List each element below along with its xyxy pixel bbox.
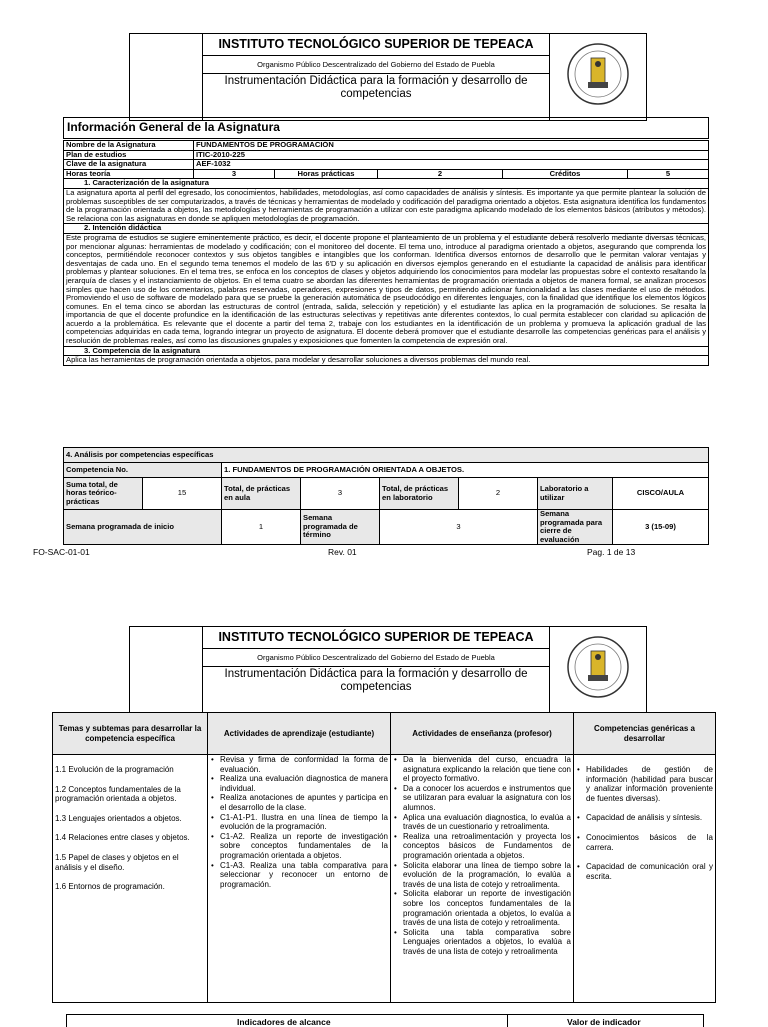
learning-header: Actividades de aprendizaje (estudiante) [208, 713, 391, 755]
learning-item: • Realiza una evaluación diagnostica de manera individual. [220, 774, 388, 793]
footer-rev: Rev. 01 [328, 547, 357, 557]
end-week-label: Semana programada de término [301, 510, 380, 545]
classroom-value: 3 [301, 478, 380, 510]
teaching-cell [391, 755, 574, 1003]
key-label: Clave de la asignatura [64, 160, 194, 170]
generic-item: • Conocimientos básicos de la carrera. [586, 833, 713, 852]
doc-title: Instrumentación Didáctica para la formación y desarrollo de competencias [224, 668, 528, 693]
generic-item: • Capacidad de comunicación oral y escrita. [586, 862, 713, 881]
characterization-text: La asignatura aporta al perfil del egresado, los conocimientos, habilidades, metodologías, así como capacidades de análisis y síntesis. Es importante ya que permite plantear la solución de problemas susceptibles de ser computarizados, a través de técnicas y herramientas de modelado y codificación del paradigma orientado a objetos. Esta asignatura identifica los fundamentos de la programación orientada a objetos, las metodologías y herramientas de programación a utilizar con este paradigma aplicando modelado de los elementos básicos (atributos y métodos). Se relaciona con las asignaturas en donde se apliquen metodologías de programación. [64, 188, 709, 223]
lab-use-value: CISCO/AULA [613, 478, 709, 510]
teaching-item: • Solicita elaborar un reporte de investigación sobre los conceptos fundamentales de la programación orientada a objetos, lo evalúa a través de una lista de cotejo y retroalimenta. [403, 889, 571, 927]
teaching-item: • Da la bienvenida del curso, encuadra la asignatura explicando la relación que tiene con el proyecto formativo. [403, 755, 571, 784]
learning-item: • C1-A2. Realiza un reporte de investigación sobre conceptos fundamentales de la programación orientada a objetos. [220, 832, 388, 861]
specific-competence-table [63, 447, 709, 545]
indicators-divider [507, 1015, 508, 1027]
key-value: AEF-1032 [194, 160, 709, 170]
topic-item: 1.1 Evolución de la programación [55, 765, 174, 774]
topics-cell [53, 755, 208, 1003]
credits-value: 5 [628, 169, 709, 179]
competence-title: 3. Competencia de la asignatura [64, 346, 709, 356]
header-left-cell [130, 627, 203, 713]
general-info-table [63, 140, 709, 366]
teaching-item: • Solicita elaborar una línea de tiempo sobre la evolución de la programación, lo evalúa a través de una lista de cotejo y retroalimenta. [403, 861, 571, 890]
comp-no-label: Competencia No. [64, 463, 222, 478]
generic-item: • Capacidad de análisis y síntesis. [586, 813, 713, 823]
competence-text: Aplica las herramientas de programación orientada a objetos, para modelar y desarrollar soluciones a diversos problemas del mundo real. [64, 356, 709, 366]
footer-code: FO-SAC-01-01 [33, 547, 90, 557]
learning-item: • Realiza anotaciones de apuntes y participa en el desarrollo de la clase. [220, 793, 388, 812]
end-week-value: 3 [380, 510, 538, 545]
teaching-item: • Aplica una evaluación diagnostica, lo evalúa a través de un cuestionario y retroalimenta. [403, 813, 571, 832]
indicators-label: Indicadores de alcance [237, 1017, 331, 1027]
topic-item: 1.5 Papel de clases y objetos en el análisis y el diseño. [55, 852, 179, 872]
total-hours-value: 15 [143, 478, 222, 510]
institute-seal-icon [566, 42, 630, 106]
topic-item: 1.2 Conceptos fundamentales de la programación orientada a objetos. [55, 784, 181, 804]
theory-value: 3 [194, 169, 275, 179]
header-left-cell [130, 34, 203, 120]
lab-use-label: Laboratorio a utilizar [538, 478, 613, 510]
organism-text: Organismo Público Descentralizado del Gobierno del Estado de Puebla [202, 649, 550, 667]
learning-item: • C1-A1-P1. Ilustra en una línea de tiempo la evolución de la programación. [220, 813, 388, 832]
footer-page: Pag. 1 de 13 [587, 547, 636, 557]
teaching-item: • Realiza una retroalimentación y proyecta los conceptos básicos de Fundamentos de programación orientada a objetos. [403, 832, 571, 861]
page1-header [129, 33, 647, 121]
credits-label: Créditos [503, 169, 628, 179]
start-week-label: Semana programada de inicio [64, 510, 222, 545]
learning-cell [208, 755, 391, 1003]
doc-title: Instrumentación Didáctica para la formación y desarrollo de competencias [224, 75, 528, 100]
learning-item: • Revisa y firma de conformidad la forma de evaluación. [220, 755, 388, 774]
subject-value: FUNDAMENTOS DE PROGRAMACIÓN [194, 141, 709, 151]
lab-label: Total, de prácticas en laboratorio [380, 478, 459, 510]
close-week-value: 3 (15-09) [613, 510, 709, 545]
page2-header [129, 626, 647, 714]
value-label: Valor de indicador [567, 1017, 641, 1027]
generic-header: Competencias genéricas a desarrollar [574, 713, 716, 755]
practice-label: Horas prácticas [275, 169, 378, 179]
header-logo-cell [549, 627, 646, 713]
comp-no-value: 1. FUNDAMENTOS DE PROGRAMACIÓN ORIENTADA A OBJETOS. [222, 463, 709, 478]
subject-label: Nombre de la Asignatura [64, 141, 194, 151]
general-info-title: Información General de la Asignatura [63, 117, 709, 139]
total-hours-label: Suma total, de horas teórico-prácticas [64, 478, 143, 510]
plan-value: ITIC-2010-225 [194, 150, 709, 160]
topics-header: Temas y subtemas para desarrollar la competencia específica [53, 713, 208, 755]
organism-text: Organismo Público Descentralizado del Gobierno del Estado de Puebla [202, 56, 550, 74]
header-logo-cell [549, 34, 646, 120]
intent-text: Este programa de estudios se sugiere eminentemente práctico, es decir, el docente propone el planteamiento de un problema y el estudiante deberá resolverlo mediante diversas técnicas, por mencionar algunas: herramientas de modelado y codificación; con el monitoreo del docente. El tema uno, introduce al paradigma orientado a objetos, asegurando que comprenda los conceptos, permitiéndole reconocer contextos y sus objetos tangibles e intangibles que los conforman. Identifica diversos entornos de desarrollo que le permitan valorar ventajas y desventajas de cada uno. En el segundo tema tenemos el modelo de las 6'D y su aplicación en diversos ejemplos generando en el estudiante la capacidad de análisis para identificar problemas y plantear soluciones. En el tema tres, se enfoca en los conceptos de clases y objetos adquiriendo los conocimientos para modelar las propuestas sobre el contexto resaltando la jerarquía de clases y el instanciamiento de objetos. En el tema cuatro se abordan las diferentes herramientas de programación orientada a objetos de manera formal, se analizan procesos simples que hacen uso de los comentarios, palabras reservadas, operadores, expresiones y tipos de datos, permitiendo adicionar funcionalidad a las clases mediante el uso de métodos. Promoviendo el uso de software de modelado para que se pruebe la generación automática de pseudocódigo en diferentes lenguajes, con la finalidad que identifique los elementos lógicos comunes. En el tema cinco se abordan las estructuras de control (entrada, salida, selección y repetición) y el estudiante las aplica en la programación de soluciones. Se resalta la importancia de que el docente profundice en la identificación de las estructuras selectivas y repetitivas ante diferentes contextos, lo cual permita establecer con claridad su aplicación de acuerdo a la problemática. Es relevante que el docente a partir del tema 2, trabaje con los estudiantes en la identificación de un problema y promueva la aplicación gradual de las competencias adquiridas en cada tema, logrando integrar un proyecto de asignatura. El docente deberá promover que el estudiante desarrolle las competencias genéricas para el análisis y resolución de problemas reales, así como las discusiones grupales y exposiciones que fomenten la competencia de expresión oral. [64, 233, 709, 346]
indicators-header-row [66, 1014, 704, 1027]
close-week-label: Semana programada para cierre de evaluación [538, 510, 613, 545]
learning-item: • C1-A3. Realiza una tabla comparativa para seleccionar y reconocer un entorno de programación. [220, 861, 388, 890]
intent-title: 2. Intención didáctica [64, 224, 709, 234]
teaching-item: • Da a conocer los acuerdos e instrumentos que se utilizaran para evaluar la asignatura con los alumnos. [403, 784, 571, 813]
start-week-value: 1 [222, 510, 301, 545]
lab-value: 2 [459, 478, 538, 510]
generic-cell [574, 755, 716, 1003]
generic-item: • Habilidades de gestión de información (habilidad para buscar y analizar información proveniente de fuentes diversas). [586, 765, 713, 803]
classroom-label: Total, de prácticas en aula [222, 478, 301, 510]
topic-item: 1.6 Entornos de programación. [55, 882, 165, 892]
specific-title: 4. Análisis por competencias específicas [64, 448, 709, 463]
topic-item: 1.3 Lenguajes orientados a objetos. [55, 813, 182, 823]
institute-name: INSTITUTO TECNOLÓGICO SUPERIOR DE TEPEACA [202, 627, 550, 649]
institute-name: INSTITUTO TECNOLÓGICO SUPERIOR DE TEPEACA [202, 34, 550, 56]
theory-label: Horas teoría [64, 169, 194, 179]
activities-table [52, 712, 716, 1003]
teaching-item: • Solicita una tabla comparativa sobre Lenguajes orientados a objetos, lo evalúa a través de una lista de cotejo y retroalimenta [403, 928, 571, 957]
institute-seal-icon [566, 635, 630, 699]
topic-item: 1.4 Relaciones entre clases y objetos. [55, 833, 190, 843]
characterization-title: 1. Caracterización de la asignatura [64, 179, 709, 189]
practice-value: 2 [378, 169, 503, 179]
teaching-header: Actividades de enseñanza (profesor) [391, 713, 574, 755]
plan-label: Plan de estudios [64, 150, 194, 160]
